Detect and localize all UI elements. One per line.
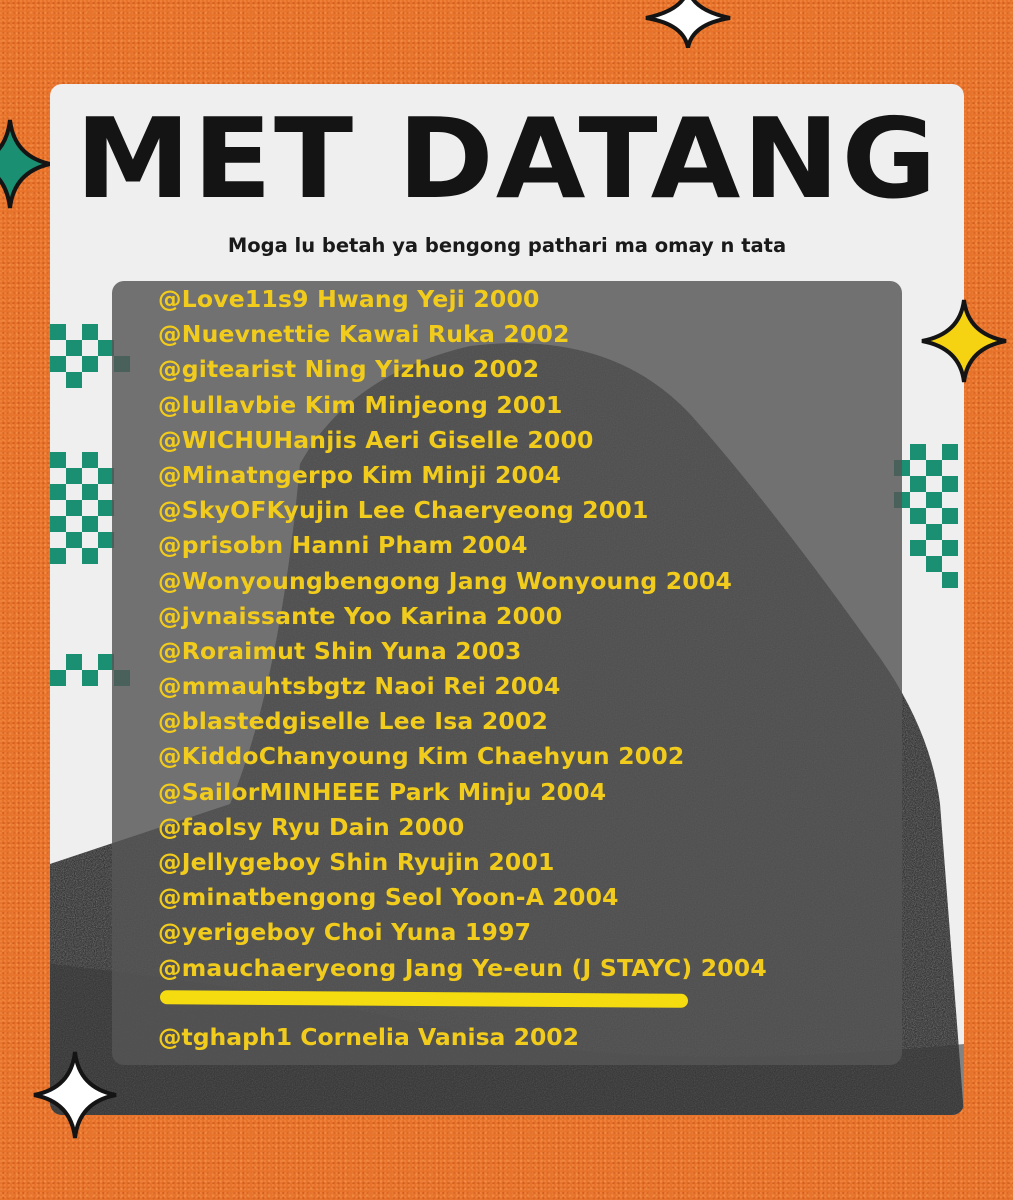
list-item: @minatbengong Seol Yoon-A 2004 [158, 883, 619, 912]
list-item: @Minatngerpo Kim Minji 2004 [158, 460, 562, 489]
list-item: @mauchaeryeong Jang Ye-eun (J STAYC) 2004 [158, 953, 767, 982]
member-list [158, 282, 767, 986]
list-item: @faolsy Ryu Dain 2000 [158, 812, 465, 841]
bottom-white-star-icon [30, 1050, 120, 1140]
list-item: @blastedgiselle Lee Isa 2002 [158, 707, 549, 736]
list-item: @SailorMINHEEE Park Minju 2004 [158, 777, 607, 806]
page-subtitle: Moga lu betah ya bengong pathari ma omay n tata [227, 234, 787, 257]
list-item: @lullavbie Kim Minjeong 2001 [158, 390, 563, 419]
list-item: @WICHUHanjis Aeri Giselle 2000 [158, 425, 594, 454]
list-item: @Love11s9 Hwang Yeji 2000 [158, 285, 540, 313]
right-yellow-star-icon [918, 298, 1010, 384]
list-item: @Roraimut Shin Yuna 2003 [158, 636, 522, 665]
left-teal-star-icon [0, 118, 54, 210]
top-white-star-icon [640, 0, 736, 48]
list-item: @Jellygeboy Shin Ryujin 2001 [158, 848, 555, 876]
list-item: @SkyOFKyujin Lee Chaeryeong 2001 [158, 496, 649, 525]
list-item: @KiddoChanyoung Kim Chaehyun 2002 [158, 742, 685, 771]
list-item: @yerigeboy Choi Yuna 1997 [158, 918, 532, 947]
list-item: @jvnaissante Yoo Karina 2000 [158, 601, 563, 630]
list-item: @Wonyoungbengong Jang Wonyoung 2004 [158, 566, 733, 595]
page-title: MET DATANG [75, 95, 939, 224]
list-item: @gitearist Ning Yizhuo 2002 [158, 355, 540, 384]
last-list-item: @tghaph1 Cornelia Vanisa 2002 [158, 1023, 580, 1051]
list-item: @prisobn Hanni Pham 2004 [158, 531, 528, 560]
list-item: @Nuevnettie Kawai Ruka 2002 [158, 320, 570, 349]
list-item: @mmauhtsbgtz Naoi Rei 2004 [158, 672, 561, 701]
